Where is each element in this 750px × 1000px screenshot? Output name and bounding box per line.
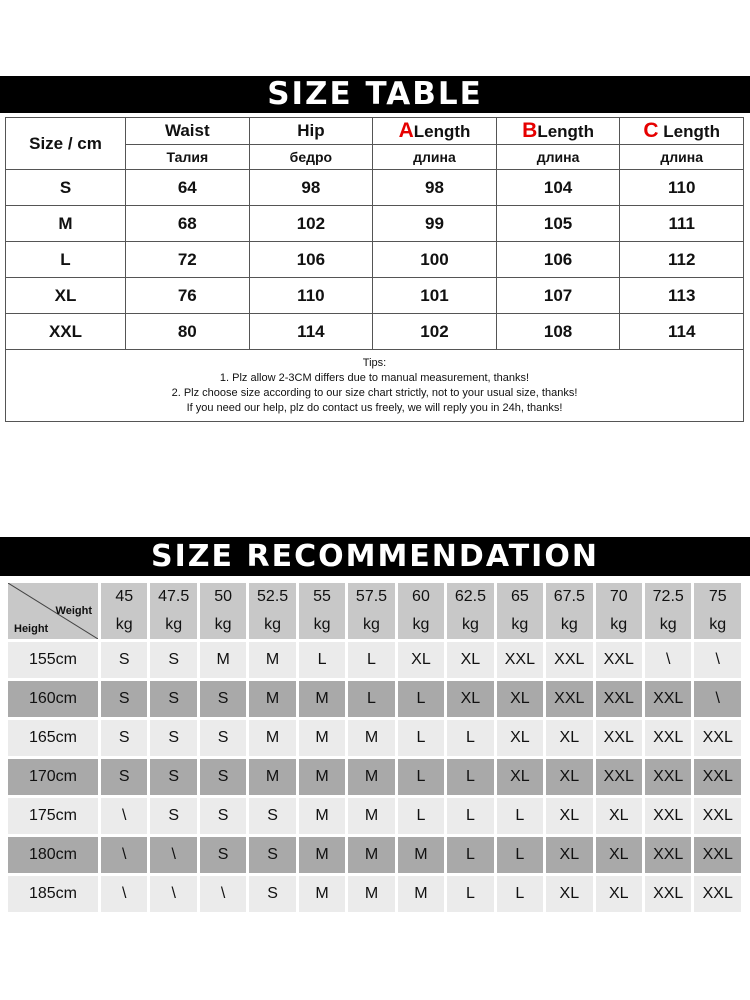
recommended-size-cell: XXL <box>694 798 741 834</box>
weight-unit: kg <box>313 616 331 633</box>
weight-header <box>348 583 394 639</box>
recommended-size-cell: M <box>249 642 295 678</box>
weight-unit: kg <box>610 616 628 633</box>
measurement-cell: 114 <box>620 314 744 350</box>
recommended-size-cell: S <box>101 681 147 717</box>
size-label: XL <box>6 278 126 314</box>
recommended-size-cell: \ <box>101 798 147 834</box>
recommended-size-cell: S <box>150 798 196 834</box>
weight-header <box>546 583 592 639</box>
height-label: 175cm <box>8 798 98 834</box>
weight-header <box>447 583 493 639</box>
recommended-size-cell: XXL <box>596 681 642 717</box>
recommended-size-cell: S <box>101 720 147 756</box>
measure-letter: A <box>398 119 414 142</box>
weight-unit: kg <box>659 616 677 633</box>
recommended-size-cell: L <box>348 642 394 678</box>
weight-value: 50 <box>214 588 233 605</box>
weight-header <box>200 583 246 639</box>
weight-header <box>596 583 642 639</box>
column-header <box>373 118 497 145</box>
weight-unit: kg <box>115 616 133 633</box>
recommended-size-cell: M <box>299 759 345 795</box>
recommended-size-cell: S <box>150 681 196 717</box>
recommended-size-cell: M <box>398 837 444 873</box>
recommended-size-cell: L <box>398 798 444 834</box>
recommended-size-cell: L <box>447 876 493 912</box>
weight-unit: kg <box>214 616 232 633</box>
recommended-size-cell: L <box>447 798 493 834</box>
height-label: 170cm <box>8 759 98 795</box>
recommended-size-cell: M <box>398 876 444 912</box>
weight-axis-label: Weight <box>55 605 92 617</box>
weight-header <box>398 583 444 639</box>
recommended-size-cell: S <box>101 642 147 678</box>
recommended-size-cell: \ <box>101 876 147 912</box>
measurement-cell: 101 <box>373 278 497 314</box>
recommended-size-cell: M <box>299 837 345 873</box>
recommended-size-cell: L <box>447 759 493 795</box>
recommended-size-cell: XXL <box>694 876 741 912</box>
column-name: Length <box>537 122 594 141</box>
recommended-size-cell: M <box>348 720 394 756</box>
recommended-size-cell: \ <box>150 837 196 873</box>
recommended-size-cell: M <box>299 681 345 717</box>
weight-unit: kg <box>412 616 430 633</box>
recommended-size-cell: S <box>200 681 246 717</box>
tip-line: 2. Plz choose size according to our size chart strictly, not to your usual size, thanks! <box>171 386 578 399</box>
weight-unit: kg <box>264 616 282 633</box>
weight-header <box>299 583 345 639</box>
measurement-cell: 64 <box>126 170 250 206</box>
measurement-cell: 112 <box>620 242 744 278</box>
recommended-size-cell: XXL <box>694 759 741 795</box>
measurement-cell: 100 <box>373 242 497 278</box>
weight-unit: kg <box>363 616 380 633</box>
measure-letter: C <box>643 119 659 142</box>
measurement-cell: 111 <box>620 206 744 242</box>
column-header-translation: Талия <box>126 145 250 170</box>
recommended-size-cell: XL <box>596 798 642 834</box>
recommendation-row <box>8 681 741 717</box>
size-label: L <box>6 242 126 278</box>
recommended-size-cell: XL <box>546 759 592 795</box>
recommended-size-cell: XXL <box>497 642 543 678</box>
column-header-translation: длина <box>496 145 620 170</box>
column-name: Waist <box>164 121 210 140</box>
measure-letter: B <box>522 119 538 142</box>
recommended-size-cell: M <box>299 720 345 756</box>
weight-header <box>645 583 691 639</box>
weight-value: 67.5 <box>553 588 585 605</box>
column-header <box>496 118 620 145</box>
recommended-size-cell: L <box>497 798 543 834</box>
measurement-cell: 106 <box>249 242 373 278</box>
measurement-cell: 114 <box>249 314 373 350</box>
recommended-size-cell: M <box>299 876 345 912</box>
measurement-cell: 102 <box>373 314 497 350</box>
recommended-size-cell: L <box>447 720 493 756</box>
recommended-size-cell: XL <box>546 876 592 912</box>
table-row <box>6 206 744 242</box>
weight-value: 52.5 <box>257 588 289 605</box>
measurement-cell: 98 <box>373 170 497 206</box>
recommendation-row <box>8 798 741 834</box>
recommended-size-cell: \ <box>694 642 741 678</box>
recommended-size-cell: \ <box>200 876 246 912</box>
measurement-cell: 102 <box>249 206 373 242</box>
weight-header <box>249 583 295 639</box>
measurement-cell: 76 <box>126 278 250 314</box>
column-name: Length <box>413 122 471 141</box>
weight-value: 55 <box>313 588 331 605</box>
recommended-size-cell: XXL <box>596 759 642 795</box>
recommended-size-cell: M <box>249 759 295 795</box>
recommended-size-cell: L <box>398 759 444 795</box>
recommended-size-cell: XL <box>398 642 444 678</box>
measurement-cell: 107 <box>496 278 620 314</box>
column-name: Hip <box>297 121 325 140</box>
recommendation-row <box>8 642 741 678</box>
recommended-size-cell: S <box>101 759 147 795</box>
weight-header <box>101 583 147 639</box>
measurement-cell: 99 <box>373 206 497 242</box>
recommended-size-cell: \ <box>101 837 147 873</box>
measurement-cell: 72 <box>126 242 250 278</box>
height-label: 165cm <box>8 720 98 756</box>
size-recommendation-title: SIZE RECOMMENDATION <box>0 537 750 576</box>
table-row <box>6 170 744 206</box>
recommended-size-cell: S <box>249 837 295 873</box>
recommended-size-cell: L <box>299 642 345 678</box>
recommendation-row <box>8 720 741 756</box>
recommended-size-cell: M <box>348 876 394 912</box>
recommended-size-cell: M <box>249 681 295 717</box>
recommended-size-cell: XL <box>546 798 592 834</box>
recommended-size-cell: M <box>249 720 295 756</box>
recommended-size-cell: XL <box>447 642 493 678</box>
weight-value: 62.5 <box>454 588 486 605</box>
recommended-size-cell: M <box>348 759 394 795</box>
recommended-size-cell: \ <box>150 876 196 912</box>
size-label: S <box>6 170 126 206</box>
recommended-size-cell: M <box>348 798 394 834</box>
recommended-size-cell: XL <box>546 837 592 873</box>
weight-unit: kg <box>461 616 479 633</box>
weight-unit: kg <box>709 616 727 633</box>
recommended-size-cell: XXL <box>645 876 691 912</box>
recommended-size-cell: XL <box>596 837 642 873</box>
weight-value: 72.5 <box>652 588 684 605</box>
recommended-size-cell: XL <box>497 759 543 795</box>
measurement-cell: 110 <box>620 170 744 206</box>
table-row <box>6 242 744 278</box>
recommended-size-cell: S <box>200 759 246 795</box>
height-axis-label: Height <box>14 623 49 635</box>
measurement-cell: 105 <box>496 206 620 242</box>
tip-line: If you need our help, plz do contact us freely, we will reply you in 24h, thanks! <box>186 401 563 414</box>
recommended-size-cell: XL <box>497 720 543 756</box>
recommended-size-cell: XXL <box>546 681 592 717</box>
size-label: XXL <box>6 314 126 350</box>
size-table-title: SIZE TABLE <box>0 76 750 113</box>
recommended-size-cell: XL <box>447 681 493 717</box>
recommended-size-cell: S <box>249 798 295 834</box>
recommended-size-cell: S <box>150 759 196 795</box>
size-recommendation-grid <box>5 580 744 915</box>
weight-value: 70 <box>609 588 628 605</box>
weight-header <box>150 583 196 639</box>
column-header-translation: длина <box>620 145 744 170</box>
recommended-size-cell: S <box>150 642 196 678</box>
recommended-size-cell: \ <box>694 681 741 717</box>
measurement-cell: 98 <box>249 170 373 206</box>
recommendation-row <box>8 759 741 795</box>
measurement-cell: 104 <box>496 170 620 206</box>
recommended-size-cell: XL <box>497 681 543 717</box>
recommended-size-cell: M <box>299 798 345 834</box>
recommended-size-cell: S <box>249 876 295 912</box>
recommended-size-cell: L <box>447 837 493 873</box>
size-table <box>5 117 744 422</box>
weight-unit: kg <box>511 616 529 633</box>
height-label: 155cm <box>8 642 98 678</box>
tips-heading: Tips: <box>362 356 387 369</box>
column-header <box>126 118 250 145</box>
measurement-cell: 113 <box>620 278 744 314</box>
recommended-size-cell: XXL <box>645 681 691 717</box>
weight-value: 57.5 <box>355 588 388 605</box>
recommended-size-cell: L <box>398 720 444 756</box>
height-label: 185cm <box>8 876 98 912</box>
column-name: Length <box>658 122 720 141</box>
weight-value: 45 <box>115 588 134 605</box>
recommended-size-cell: L <box>398 681 444 717</box>
table-row <box>6 278 744 314</box>
recommended-size-cell: L <box>348 681 394 717</box>
recommended-size-cell: XXL <box>645 798 691 834</box>
tip-line: 1. Plz allow 2-3CM differs due to manual measurement, thanks! <box>219 371 530 384</box>
recommended-size-cell: S <box>200 798 246 834</box>
header-row <box>6 118 744 145</box>
size-unit-header: Size / cm <box>6 118 126 170</box>
size-label: M <box>6 206 126 242</box>
recommended-size-cell: L <box>497 837 543 873</box>
recommended-size-cell: XXL <box>694 720 741 756</box>
weight-value: 47.5 <box>158 588 190 605</box>
recommended-size-cell: XXL <box>546 642 592 678</box>
recommended-size-cell: L <box>497 876 543 912</box>
weight-height-corner <box>8 583 98 639</box>
recommended-size-cell: XXL <box>694 837 741 873</box>
recommended-size-cell: S <box>150 720 196 756</box>
tips-row <box>6 350 744 422</box>
measurement-cell: 106 <box>496 242 620 278</box>
recommended-size-cell: S <box>200 837 246 873</box>
tips-box <box>6 350 744 422</box>
recommended-size-cell: XL <box>546 720 592 756</box>
column-header <box>620 118 744 145</box>
recommended-size-cell: S <box>200 720 246 756</box>
weight-value: 75 <box>708 588 727 605</box>
weight-value: 65 <box>510 588 529 605</box>
weight-header-row <box>8 583 741 639</box>
weight-unit: kg <box>165 616 183 633</box>
measurement-cell: 80 <box>126 314 250 350</box>
recommendation-row <box>8 837 741 873</box>
recommended-size-cell: XL <box>596 876 642 912</box>
column-header <box>249 118 373 145</box>
table-row <box>6 314 744 350</box>
recommended-size-cell: XXL <box>596 720 642 756</box>
recommended-size-cell: XXL <box>596 642 642 678</box>
measurement-cell: 110 <box>249 278 373 314</box>
measurement-cell: 68 <box>126 206 250 242</box>
weight-header <box>497 583 543 639</box>
recommended-size-cell: \ <box>645 642 691 678</box>
column-header-translation: бедро <box>249 145 373 170</box>
recommendation-row <box>8 876 741 912</box>
recommended-size-cell: XXL <box>645 720 691 756</box>
recommended-size-cell: M <box>200 642 246 678</box>
weight-value: 60 <box>412 588 430 605</box>
recommended-size-cell: XXL <box>645 759 691 795</box>
height-label: 180cm <box>8 837 98 873</box>
weight-header <box>694 583 741 639</box>
column-header-translation: длина <box>373 145 497 170</box>
recommended-size-cell: M <box>348 837 394 873</box>
measurement-cell: 108 <box>496 314 620 350</box>
recommended-size-cell: XXL <box>645 837 691 873</box>
height-label: 160cm <box>8 681 98 717</box>
weight-unit: kg <box>560 616 578 633</box>
